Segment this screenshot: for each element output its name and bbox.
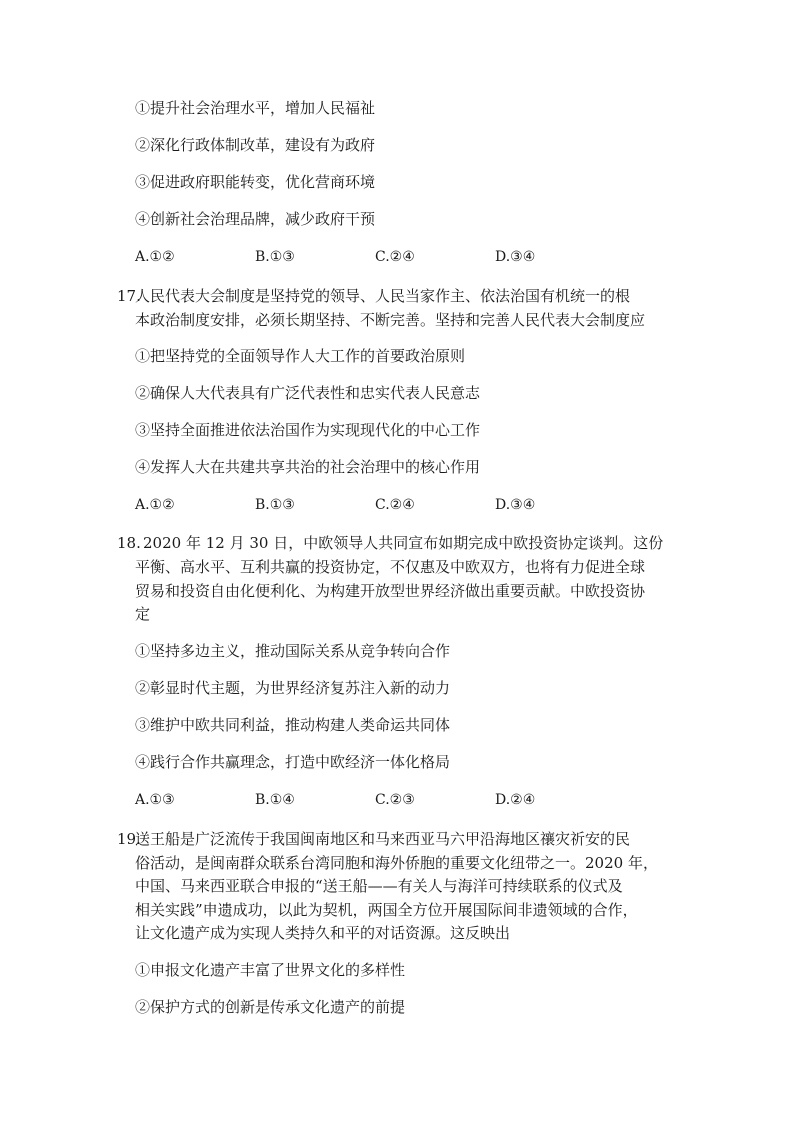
q16-choice-d: D.③④: [495, 249, 536, 265]
q16-choice-c: C.②④: [375, 249, 415, 265]
q17-choice-d: D.③④: [495, 497, 536, 513]
q18-option-2: ②彰显时代主题，为世界经济复苏注入新的动力: [135, 679, 451, 697]
q17-option-1: ①把坚持党的全面领导作人大工作的首要政治原则: [135, 347, 466, 365]
q17-option-3: ③坚持全面推进依法治国作为实现现代化的中心工作: [135, 421, 481, 439]
q16-option-1: ①提升社会治理水平，增加人民福祉: [135, 99, 376, 117]
q18-choice-c: C.②③: [375, 792, 415, 808]
q16-option-3: ③促进政府职能转变，优化营商环境: [135, 173, 376, 191]
q17-option-2: ②确保人大代表具有广泛代表性和忠实代表人民意志: [135, 384, 481, 402]
q18-stem-line-4: 定: [135, 605, 151, 623]
q18-stem-line-1: 2020 年 12 月 30 日，中欧领导人共同宣布如期完成中欧投资协定谈判。这份: [143, 534, 664, 552]
q17-choice-c: C.②④: [375, 497, 415, 513]
q18-choice-a: A.①③: [135, 792, 175, 808]
q17-number: 17.: [117, 287, 141, 305]
q17-choices: [135, 495, 635, 515]
q18-number: 18.: [117, 534, 141, 552]
q19-number: 19.: [117, 830, 141, 848]
q18-option-4: ④践行合作共赢理念，打造中欧经济一体化格局: [135, 753, 451, 771]
q18-stem-line-2: 平衡、高水平、互利共赢的投资协定，不仅惠及中欧双方，也将有力促进全球: [135, 558, 646, 576]
q17-option-4: ④发挥人大在共建共享共治的社会治理中的核心作用: [135, 458, 481, 476]
q19-stem-line-5: 让文化遗产成为实现人类持久和平的对话资源。这反映出: [135, 924, 511, 942]
q17-stem-line-2: 本政治制度安排，必须长期坚持、不断完善。坚持和完善人民代表大会制度应: [135, 311, 646, 329]
q18-choice-b: B.①④: [255, 792, 295, 808]
q17-choice-b: B.①③: [255, 497, 295, 513]
q17-choice-a: A.①②: [135, 497, 175, 513]
q18-option-1: ①坚持多边主义，推动国际关系从竞争转向合作: [135, 642, 451, 660]
q18-choice-d: D.②④: [495, 792, 536, 808]
q19-stem-line-2: 俗活动，是闽南群众联系台湾同胞和海外侨胞的重要文化纽带之一。2020 年，: [135, 854, 658, 872]
q16-option-4: ④创新社会治理品牌，减少政府干预: [135, 210, 376, 228]
q19-stem-line-1: 送王船是广泛流传于我国闽南地区和马来西亚马六甲沿海地区禳灾祈安的民: [135, 830, 631, 848]
q19-stem-line-4: 相关实践”申遗成功，以此为契机，两国全方位开展国际间非遗领域的合作，: [135, 901, 638, 919]
q18-option-3: ③维护中欧共同利益，推动构建人类命运共同体: [135, 716, 451, 734]
q16-choices: [135, 247, 635, 267]
q19-option-2: ②保护方式的创新是传承文化遗产的前提: [135, 998, 406, 1016]
q17-stem-line-1: 人民代表大会制度是坚持党的领导、人民当家作主、依法治国有机统一的根: [135, 287, 631, 305]
q18-choices: [135, 790, 635, 810]
q19-option-1: ①申报文化遗产丰富了世界文化的多样性: [135, 961, 406, 979]
q18-stem-line-3: 贸易和投资自由化便利化、为构建开放型世界经济做出重要贡献。中欧投资协: [135, 582, 646, 600]
q16-choice-a: A.①②: [135, 249, 175, 265]
q19-stem-line-3: 中国、马来西亚联合申报的“送王船——有关人与海洋可持续联系的仪式及: [135, 877, 623, 895]
q16-choice-b: B.①③: [255, 249, 295, 265]
q16-option-2: ②深化行政体制改革，建设有为政府: [135, 136, 376, 154]
